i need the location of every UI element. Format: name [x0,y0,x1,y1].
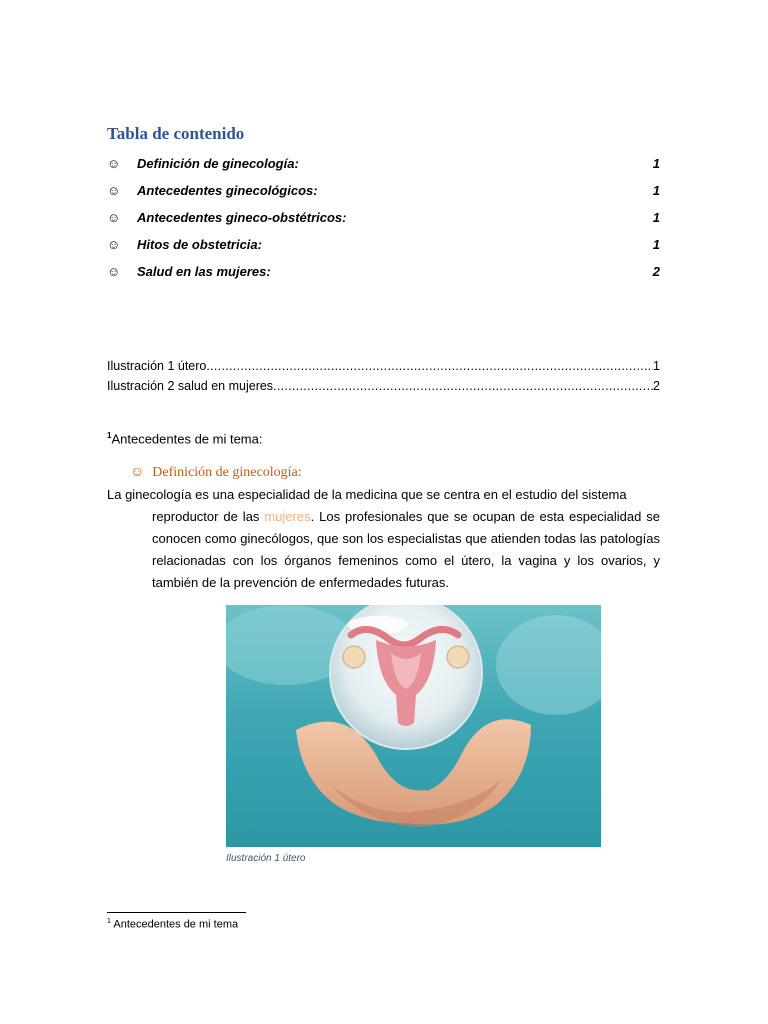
toc-entry-label: Antecedentes ginecológicos: [137,183,318,198]
toc-entry-label: Antecedentes gineco-obstétricos: [137,210,347,225]
table-of-figures [107,356,660,396]
figure-index-label: Ilustración 1 útero [107,359,207,373]
section-title: Antecedentes de mi tema: [111,431,263,447]
figure-caption: Ilustración 1 útero [226,853,306,864]
footnote-reference[interactable]: 1 [107,431,112,440]
paragraph-text: . Los profesionales que se ocupan de esta especialidad se conocen como ginecólogos, que son los especialistas que atienden todas las patologías relacionadas con los órganos femeninos como el útero, la vagina y los ovarios, y también de la prevención de enfermedades futuras. [152,509,660,590]
toc-title: Tabla de contenido [107,124,245,143]
toc-entry[interactable] [107,181,660,208]
definition-heading-text: Definición de ginecología: [152,465,302,480]
smiley-icon: ☺ [107,156,121,171]
paragraph-text: reproductor de las [152,509,265,524]
section-heading [107,431,262,446]
figure-index-page: 2 [653,379,660,393]
toc-entry-page: 2 [652,264,660,279]
uterus-illustration [226,605,601,847]
dot-leader [206,356,653,376]
paragraph-body [107,506,660,594]
footnote-separator [107,912,246,913]
mujeres-link[interactable]: mujeres [264,509,311,524]
footnote [107,918,238,931]
toc-entry-label: Hitos de obstetricia: [137,237,262,252]
dot-leader [273,376,653,396]
paragraph-first-line: La ginecología es una especialidad de la medicina que se centra en el estudio del sistema [107,487,627,502]
toc-entry[interactable] [107,208,660,235]
footnote-text: Antecedentes de mi tema [113,918,239,931]
table-of-contents [107,154,660,289]
toc-entry[interactable] [107,235,660,262]
definition-heading [130,465,302,481]
figure-index-label: Ilustración 2 salud en mujeres [107,379,274,393]
toc-entry[interactable] [107,154,660,181]
smiley-icon: ☺ [107,183,121,198]
toc-entry-page: 1 [652,183,660,198]
toc-entry-page: 1 [652,156,660,171]
figure-index-entry[interactable] [107,376,660,396]
uterus-photo [226,605,601,847]
figure-index-page: 1 [653,359,660,373]
smiley-icon: ☺ [107,264,121,279]
toc-entry-label: Definición de ginecología: [137,156,299,171]
smiley-icon: ☺ [107,210,121,225]
smiley-icon: ☺ [107,237,121,252]
figure-index-entry[interactable] [107,356,660,376]
toc-entry[interactable] [107,262,660,289]
smiley-icon: ☺ [130,465,145,480]
definition-paragraph [107,484,660,594]
toc-entry-page: 1 [652,210,660,225]
footnote-mark: 1 [107,918,111,925]
toc-entry-label: Salud en las mujeres: [137,264,271,279]
toc-entry-page: 1 [652,237,660,252]
